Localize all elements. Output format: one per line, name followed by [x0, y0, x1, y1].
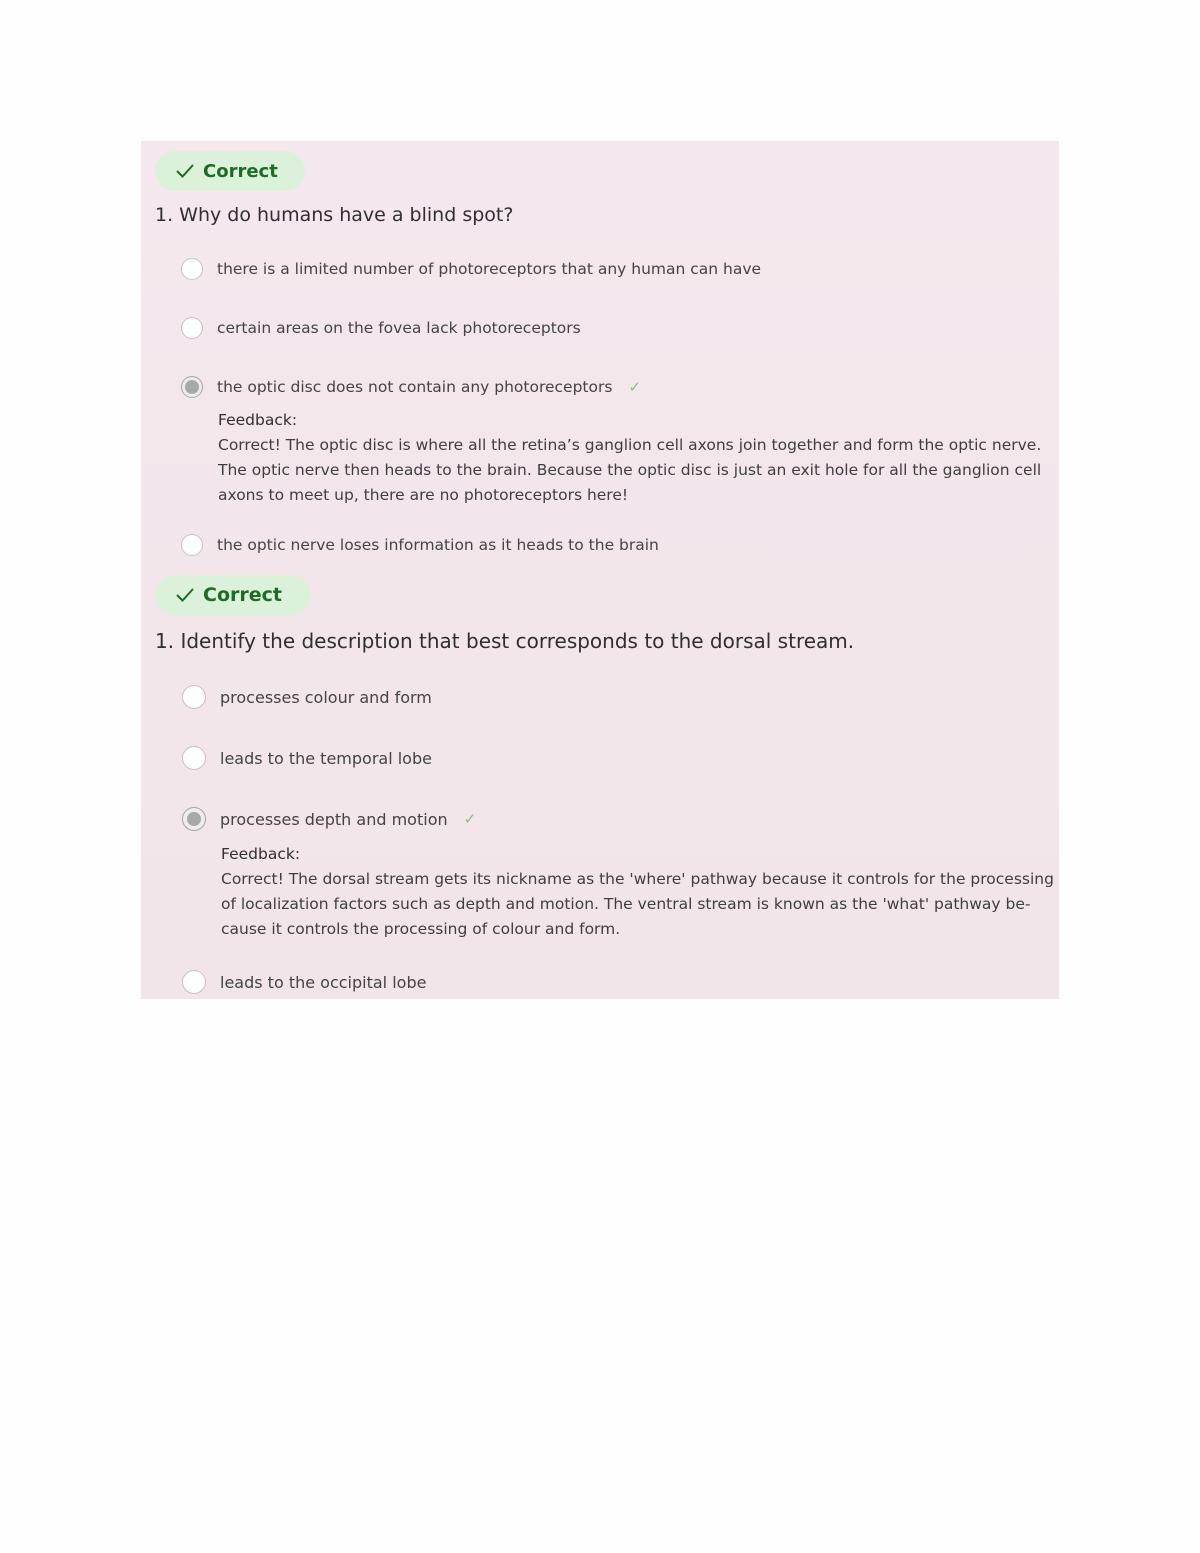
option-label: leads to the occipital lobe	[220, 972, 427, 992]
feedback-label: Feedback:	[221, 845, 301, 863]
q2-correct-badge	[155, 575, 311, 615]
feedback-label: Feedback:	[218, 411, 298, 429]
option-label: the optic nerve loses information as it heads to the brain	[217, 536, 659, 554]
radio-button[interactable]	[182, 746, 206, 770]
radio-button[interactable]	[182, 970, 206, 994]
q2-option-4[interactable]	[182, 970, 426, 994]
feedback-line: axons to meet up, there are no photoreceptors here!	[218, 486, 629, 504]
option-label: leads to the temporal lobe	[220, 748, 432, 768]
q2-option-3[interactable]	[182, 807, 476, 831]
checkmark-icon	[175, 587, 195, 603]
q2-feedback	[221, 842, 1054, 942]
option-label: the optic disc does not contain any photoreceptors	[217, 378, 613, 396]
radio-button-selected[interactable]	[181, 376, 203, 398]
q1-option-3[interactable]	[181, 376, 641, 398]
checkmark-icon: ✓	[463, 810, 477, 828]
q1-option-2[interactable]	[181, 317, 581, 339]
option-label: processes colour and form	[220, 687, 432, 707]
radio-button[interactable]	[181, 317, 203, 339]
q2-option-2[interactable]	[182, 746, 432, 770]
radio-button-selected[interactable]	[182, 807, 206, 831]
feedback-line: of localization factors such as depth and motion. The ventral stream is known as the 'what' pathway be-	[221, 895, 1031, 913]
option-label: certain areas on the fovea lack photoreceptors	[217, 319, 581, 337]
q2-option-1[interactable]	[182, 685, 432, 709]
q2-question-text: 1. Identify the description that best corresponds to the dorsal stream.	[155, 629, 855, 653]
option-label: processes depth and motion	[220, 809, 448, 829]
checkmark-icon	[175, 163, 195, 179]
feedback-line: Correct! The dorsal stream gets its nickname as the 'where' pathway because it controls for the processing	[221, 870, 1054, 888]
checkmark-icon: ✓	[628, 378, 642, 396]
badge-label: Correct	[203, 584, 282, 606]
feedback-line: The optic nerve then heads to the brain. Because the optic disc is just an exit hole for all the ganglion cell	[218, 461, 1042, 479]
feedback-line: Correct! The optic disc is where all the retina’s ganglion cell axons join together and form the optic nerve.	[218, 436, 1042, 454]
q1-feedback	[218, 408, 1041, 508]
radio-button[interactable]	[182, 685, 206, 709]
badge-label: Correct	[203, 160, 278, 182]
q1-correct-badge	[155, 151, 305, 191]
feedback-line: cause it controls the processing of colour and form.	[221, 920, 621, 938]
q1-option-1[interactable]	[181, 258, 761, 280]
radio-button[interactable]	[181, 534, 203, 556]
radio-button[interactable]	[181, 258, 203, 280]
q1-option-4[interactable]	[181, 534, 659, 556]
q1-question-text: 1. Why do humans have a blind spot?	[155, 204, 514, 226]
option-label: there is a limited number of photoreceptors that any human can have	[217, 260, 762, 278]
